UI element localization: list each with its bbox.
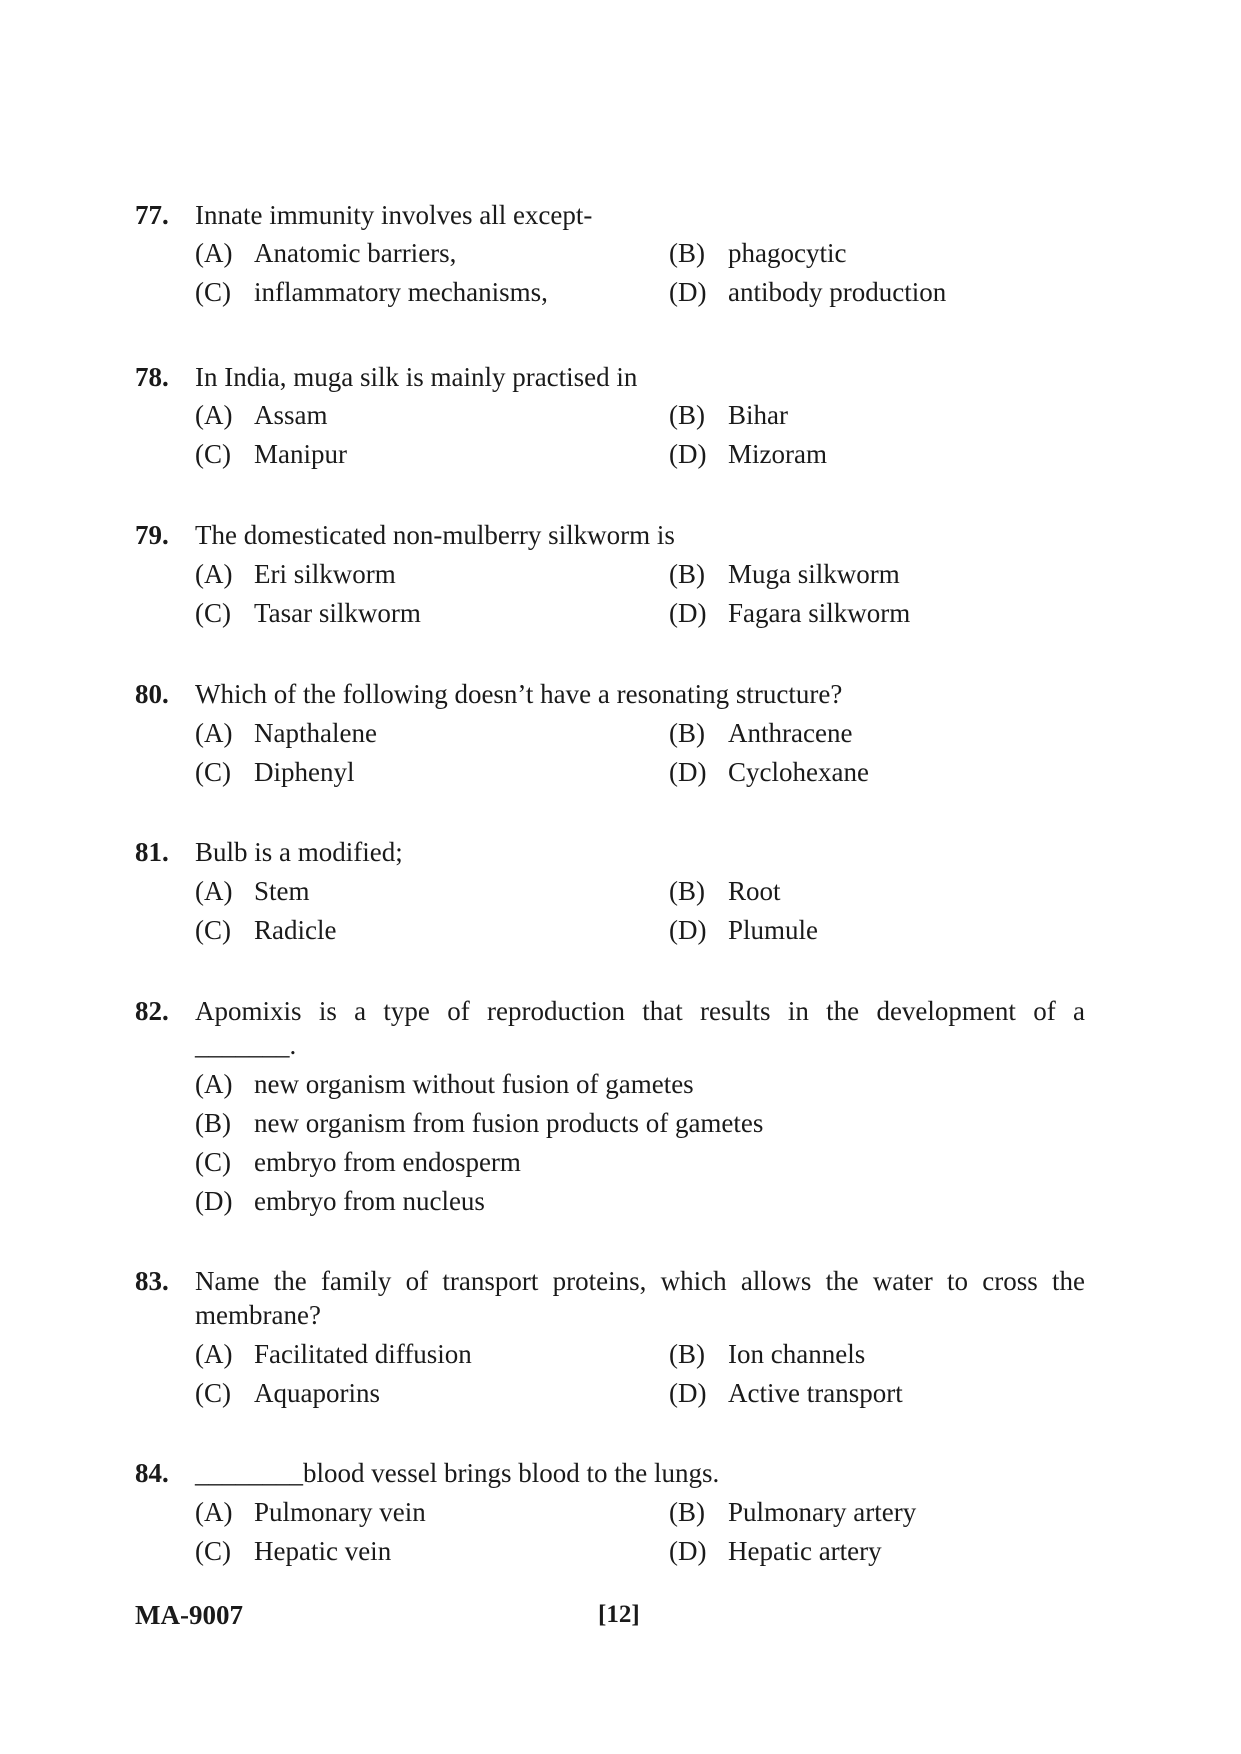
question-number: 83.: [135, 1266, 169, 1296]
option-c[interactable]: (C) Radicle: [195, 915, 337, 945]
option-b[interactable]: (B) Pulmonary artery: [669, 1497, 917, 1527]
option-d[interactable]: (D) Active transport: [669, 1378, 903, 1408]
question-number: 77.: [135, 200, 169, 230]
option-c[interactable]: (C) Diphenyl: [195, 757, 355, 787]
question-text: Which of the following doesn’t have a resonating structure?: [195, 679, 843, 709]
question-number: 78.: [135, 362, 169, 392]
option-d[interactable]: (D) Hepatic artery: [669, 1536, 882, 1566]
option-a[interactable]: (A) Eri silkworm: [195, 559, 396, 589]
option-d[interactable]: (D) embryo from nucleus: [195, 1186, 485, 1216]
question-number: 84.: [135, 1458, 169, 1488]
paper-code: MA-9007: [135, 1600, 243, 1630]
option-d[interactable]: (D) Fagara silkworm: [669, 598, 911, 628]
option-c[interactable]: (C) Tasar silkworm: [195, 598, 421, 628]
option-b[interactable]: (B) new organism from fusion products of gametes: [195, 1108, 764, 1138]
question-number: 82.: [135, 996, 169, 1026]
option-a[interactable]: (A) Assam: [195, 400, 328, 430]
page-number: [12]: [598, 1601, 640, 1628]
option-b[interactable]: (B) Root: [669, 876, 781, 906]
question-text: In India, muga silk is mainly practised in: [195, 362, 638, 392]
question-text-line-1: Apomixis is a type of reproduction that results in the development of a: [195, 996, 1085, 1026]
option-a[interactable]: (A) Stem: [195, 876, 310, 906]
question-text: The domesticated non-mulberry silkworm is: [195, 520, 675, 550]
question-text-line-1: Name the family of transport proteins, which allows the water to cross the: [195, 1266, 1085, 1296]
question-number: 79.: [135, 520, 169, 550]
option-b[interactable]: (B) Muga silkworm: [669, 559, 900, 589]
option-d[interactable]: (D) Plumule: [669, 915, 819, 945]
option-c[interactable]: (C) inflammatory mechanisms,: [195, 277, 548, 307]
option-c[interactable]: (C) Aquaporins: [195, 1378, 380, 1408]
question-text-line-2: membrane?: [195, 1300, 321, 1330]
question-text-line-2: _______.: [195, 1030, 297, 1060]
option-c[interactable]: (C) Manipur: [195, 439, 347, 469]
option-c[interactable]: (C) embryo from endosperm: [195, 1147, 521, 1177]
option-b[interactable]: (B) phagocytic: [669, 238, 847, 268]
option-a[interactable]: (A) Napthalene: [195, 718, 377, 748]
option-a[interactable]: (A) new organism without fusion of gametes: [195, 1069, 694, 1099]
option-c[interactable]: (C) Hepatic vein: [195, 1536, 392, 1566]
option-b[interactable]: (B) Bihar: [669, 400, 788, 430]
question-text: Innate immunity involves all except-: [195, 200, 593, 230]
option-d[interactable]: (D) Mizoram: [669, 439, 827, 469]
option-d[interactable]: (D) antibody production: [669, 277, 947, 307]
question-text: ________blood vessel brings blood to the lungs.: [195, 1458, 720, 1488]
question-number: 81.: [135, 837, 169, 867]
option-a[interactable]: (A) Anatomic barriers,: [195, 238, 457, 268]
question-text: Bulb is a modified;: [195, 837, 403, 867]
option-d[interactable]: (D) Cyclohexane: [669, 757, 869, 787]
option-b[interactable]: (B) Anthracene: [669, 718, 853, 748]
question-number: 80.: [135, 679, 169, 709]
option-a[interactable]: (A) Facilitated diffusion: [195, 1339, 472, 1369]
option-a[interactable]: (A) Pulmonary vein: [195, 1497, 426, 1527]
option-b[interactable]: (B) Ion channels: [669, 1339, 866, 1369]
